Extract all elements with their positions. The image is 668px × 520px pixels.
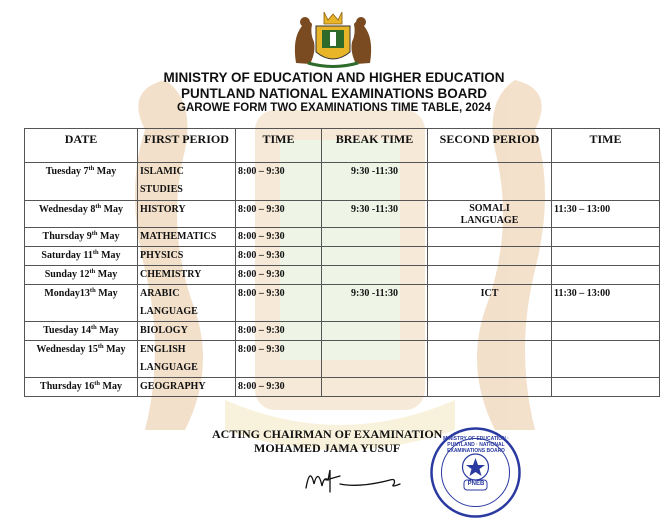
stamp-center-text: PNEB <box>467 481 485 487</box>
second-period-cell <box>428 322 552 341</box>
second-period-cell <box>428 247 552 266</box>
time-cell: 8:00 – 9:30 <box>236 266 322 285</box>
first-period-cell: GEOGRAPHY <box>138 378 236 397</box>
date-cell: Wednesday 8th May <box>25 201 138 228</box>
break-cell <box>322 378 428 397</box>
date-cell: Monday13th May <box>25 285 138 322</box>
table-row <box>25 228 660 247</box>
table-row <box>25 285 660 322</box>
time-cell: 8:00 – 9:30 <box>236 322 322 341</box>
break-cell <box>322 322 428 341</box>
date-cell: Wednesday 15th May <box>25 341 138 378</box>
first-period-cell: MATHEMATICS <box>138 228 236 247</box>
table-row <box>25 378 660 397</box>
second-period-cell <box>428 163 552 201</box>
break-cell <box>322 266 428 285</box>
table-row <box>25 201 660 228</box>
col-header-date: DATE <box>25 129 138 163</box>
time-cell: 8:00 – 9:30 <box>236 378 322 397</box>
time-2-cell: 11:30 – 13:00 <box>552 201 660 228</box>
date-cell: Tuesday 14th May <box>25 322 138 341</box>
first-period-cell: ENGLISH LANGUAGE <box>138 341 236 378</box>
time-cell: 8:00 – 9:30 <box>236 285 322 322</box>
time-2-cell <box>552 378 660 397</box>
time-2-cell <box>552 228 660 247</box>
time-cell: 8:00 – 9:30 <box>236 201 322 228</box>
date-cell: Sunday 12th May <box>25 266 138 285</box>
col-header-break-time: BREAK TIME <box>322 129 428 163</box>
time-cell: 8:00 – 9:30 <box>236 247 322 266</box>
second-period-cell <box>428 378 552 397</box>
date-cell: Thursday 16th May <box>25 378 138 397</box>
second-period-cell <box>428 228 552 247</box>
break-cell: 9:30 -11:30 <box>322 163 428 201</box>
col-header-second-period: SECOND PERIOD <box>428 129 552 163</box>
table-row <box>25 247 660 266</box>
second-period-cell <box>428 341 552 378</box>
first-period-cell: ARABIC LANGUAGE <box>138 285 236 322</box>
col-header-time: TIME <box>236 129 322 163</box>
time-2-cell <box>552 322 660 341</box>
time-2-cell <box>552 341 660 378</box>
col-header-first-period: FIRST PERIOD <box>138 129 236 163</box>
date-cell: Saturday 11th May <box>25 247 138 266</box>
second-period-cell: SOMALI LANGUAGE <box>428 201 552 228</box>
board-title: PUNTLAND NATIONAL EXAMINATIONS BOARD <box>181 86 487 101</box>
date-cell: Tuesday 7th May <box>25 163 138 201</box>
state-crest-logo <box>288 8 378 68</box>
exam-timetable <box>24 128 660 397</box>
break-cell <box>322 228 428 247</box>
first-period-cell: BIOLOGY <box>138 322 236 341</box>
first-period-cell: CHEMISTRY <box>138 266 236 285</box>
time-2-cell <box>552 266 660 285</box>
signatory-title: ACTING CHAIRMAN OF EXAMINATION <box>212 427 443 441</box>
first-period-cell: ISLAMIC STUDIES <box>138 163 236 201</box>
ministry-title: MINISTRY OF EDUCATION AND HIGHER EDUCATION <box>163 70 505 85</box>
break-cell: 9:30 -11:30 <box>322 201 428 228</box>
date-cell: Thursday 9th May <box>25 228 138 247</box>
second-period-cell <box>428 266 552 285</box>
table-row <box>25 266 660 285</box>
time-cell: 8:00 – 9:30 <box>236 163 322 201</box>
table-row <box>25 322 660 341</box>
time-2-cell <box>552 163 660 201</box>
second-period-cell: ICT <box>428 285 552 322</box>
signatory-name: MOHAMED JAMA YUSUF <box>254 441 401 455</box>
time-2-cell <box>552 247 660 266</box>
table-row <box>25 163 660 201</box>
col-header-time-2: TIME <box>552 129 660 163</box>
time-cell: 8:00 – 9:30 <box>236 341 322 378</box>
header-row <box>25 129 660 163</box>
table-row <box>25 341 660 378</box>
timetable-title: GAROWE FORM TWO EXAMINATIONS TIME TABLE, 2024 <box>177 102 491 114</box>
break-cell <box>322 341 428 378</box>
stamp-ring-text: MINISTRY OF EDUCATION · PUNTLAND · NATIONAL EXAMINATIONS BOARD <box>443 436 509 454</box>
time-2-cell: 11:30 – 13:00 <box>552 285 660 322</box>
time-cell: 8:00 – 9:30 <box>236 228 322 247</box>
handwritten-signature <box>300 458 410 498</box>
break-cell: 9:30 -11:30 <box>322 285 428 322</box>
first-period-cell: PHYSICS <box>138 247 236 266</box>
first-period-cell: HISTORY <box>138 201 236 228</box>
break-cell <box>322 247 428 266</box>
